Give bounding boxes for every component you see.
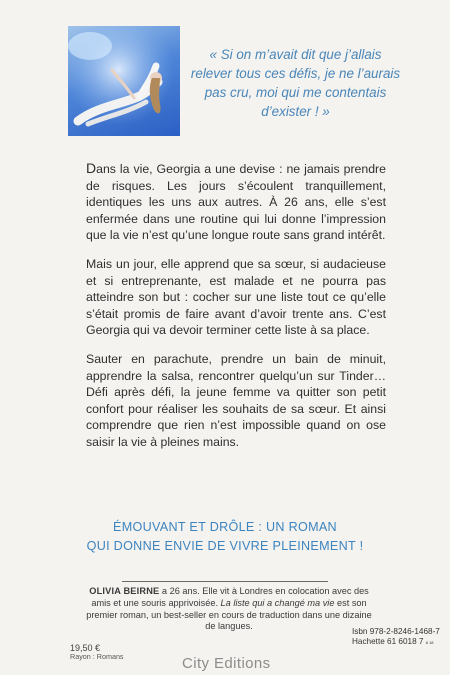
book-description <box>86 160 386 463</box>
pull-quote: « Si on m’avait dit que j’allais relever tous ces défis, je ne l’aurais pas cru, moi qui me contentais d’exister ! » <box>190 47 401 119</box>
shelf-category: Rayon : Romans <box>70 652 124 661</box>
cover-photo <box>68 26 180 136</box>
floating-woman-illustration <box>68 26 180 136</box>
bio-text: a 26 ans. Elle vit à Londres en colocation avec des amis et une souris apprivoisée. <box>91 586 369 608</box>
publisher-logo: City Editions <box>182 655 271 672</box>
isbn-block <box>352 627 450 647</box>
hachette-code: Hachette 61 6018 7 6 18 <box>352 636 434 646</box>
description-paragraph: Sauter en parachute, prendre un bain de minuit, apprendre la salsa, rencontrer quelqu’un sur Tinder… Défi après défi, la jeune femme va quitter son petit confort pour réaliser les souhaits de sa sœur. Et ainsi comprendre que rien n’est impossible quand on ose saisir la vie à pleines mains. <box>86 351 386 449</box>
tagline <box>60 518 390 556</box>
description-paragraph: Dans la vie, Georgia a une devise : ne jamais prendre de risques. Les jours s’écoulent tranquillement, identiques les uns aux autres. À 26 ans, elle s’est enfermée dans une routine qui lui donne l’impression que la vie n’est qu’une longue route sans grand intérêt. <box>86 160 386 243</box>
price: 19,50 € <box>70 643 101 653</box>
bio-text: est son premier roman, un best-seller en cours de traduction dans une dizaine de langues. <box>86 597 372 632</box>
author-name: OLIVIA BEIRNE <box>89 586 160 596</box>
description-paragraph: Mais un jour, elle apprend que sa sœur, si audacieuse et si entreprenante, est malade et ne pourra pas atteindre son but : cocher sur une liste tout ce qu’elle s’était promis de faire avant d’avoir trente ans. C’est Georgia qui va devoir terminer cette liste à sa place. <box>86 256 386 338</box>
divider <box>122 581 328 582</box>
book-title: La liste qui a changé ma vie <box>220 597 335 608</box>
tagline-line: QUI DONNE ENVIE DE VIVRE PLEINEMENT ! <box>86 539 364 553</box>
author-bio <box>84 586 374 633</box>
tagline-line: ÉMOUVANT ET DRÔLE : UN ROMAN <box>113 520 337 534</box>
isbn-suffix: 6 18 <box>425 639 434 645</box>
isbn-number: Isbn 978-2-8246-1468-7 <box>352 627 440 636</box>
